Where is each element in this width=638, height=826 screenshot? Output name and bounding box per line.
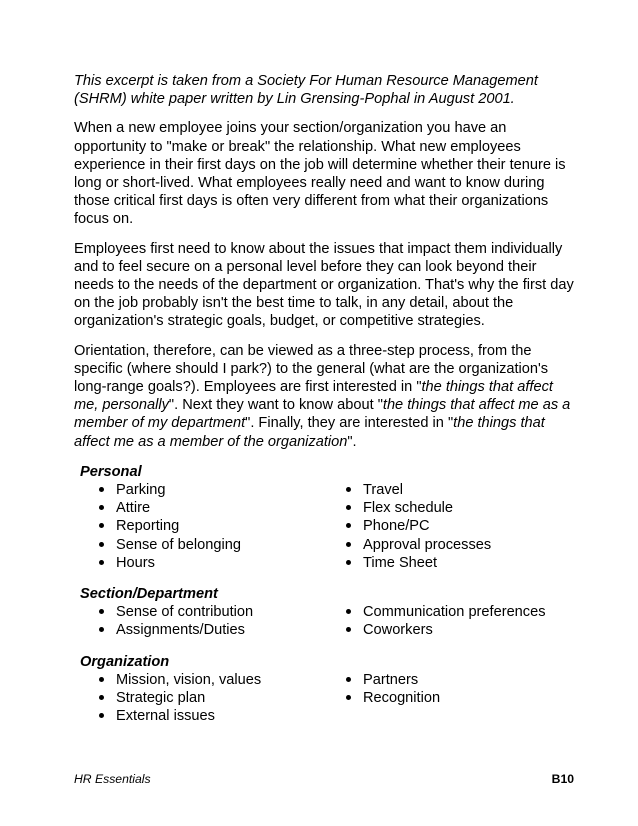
bullet-icon bbox=[99, 487, 104, 492]
list-item-label: Recognition bbox=[363, 690, 441, 707]
bullet-icon bbox=[346, 695, 351, 700]
bullet-icon bbox=[346, 523, 351, 528]
section-organization bbox=[74, 653, 574, 726]
list-item-label: Assignments/Duties bbox=[116, 622, 245, 639]
list-item-label: Partners bbox=[363, 671, 419, 688]
list-item bbox=[327, 517, 574, 535]
section-title-organization: Organization bbox=[80, 653, 170, 670]
paragraph-3-emphasis-2: the things that affect me as a member of my department bbox=[74, 397, 571, 432]
footer-title: HR Essentials bbox=[74, 772, 151, 786]
list-item bbox=[80, 689, 327, 707]
intro-paragraph bbox=[74, 72, 574, 108]
list-item-label: Attire bbox=[116, 500, 151, 517]
list-item bbox=[80, 554, 327, 572]
department-list-right bbox=[327, 603, 574, 639]
section-title-personal: Personal bbox=[80, 463, 142, 480]
list-item bbox=[327, 621, 574, 639]
paragraph-3-part-3: ". Finally, they are interested in " bbox=[245, 415, 454, 432]
intro-line-1: This excerpt is taken from a Society For Human Resource Management bbox=[74, 73, 538, 89]
paragraph-3-emphasis-3: the things that affect me as a member of the organization bbox=[74, 415, 545, 450]
paragraph-3 bbox=[74, 342, 574, 451]
bullet-icon bbox=[346, 487, 351, 492]
department-list-left bbox=[80, 603, 327, 639]
section-department bbox=[74, 585, 574, 640]
list-item-label: Phone/PC bbox=[363, 518, 430, 535]
list-item bbox=[80, 499, 327, 517]
list-item bbox=[327, 499, 574, 517]
list-item-label: Communication preferences bbox=[363, 604, 546, 621]
list-item bbox=[80, 621, 327, 639]
list-item-label: Sense of belonging bbox=[116, 536, 241, 553]
list-item bbox=[80, 671, 327, 689]
section-personal bbox=[74, 463, 574, 572]
bullet-icon bbox=[99, 713, 104, 718]
list-item-label: Travel bbox=[363, 482, 404, 499]
organization-list-left bbox=[80, 671, 327, 726]
bullet-icon bbox=[99, 523, 104, 528]
list-item bbox=[80, 707, 327, 725]
list-item-label: Reporting bbox=[116, 518, 180, 535]
list-item-label: Approval processes bbox=[363, 536, 492, 553]
section-title-department: Section/Department bbox=[80, 586, 218, 603]
bullet-icon bbox=[346, 677, 351, 682]
bullet-icon bbox=[99, 542, 104, 547]
intro-line-2: (SHRM) white paper written by Lin Grensing-Pophal in August 2001. bbox=[74, 91, 515, 108]
list-item-label: Time Sheet bbox=[363, 554, 438, 571]
bullet-icon bbox=[99, 695, 104, 700]
list-item-label: External issues bbox=[116, 708, 215, 725]
list-item bbox=[327, 603, 574, 621]
bullet-icon bbox=[346, 627, 351, 632]
list-item-label: Coworkers bbox=[363, 622, 433, 639]
list-item bbox=[80, 517, 327, 535]
organization-list-right bbox=[327, 671, 574, 726]
page-number: B10 bbox=[551, 772, 574, 786]
list-item-label: Sense of contribution bbox=[116, 604, 254, 621]
personal-columns bbox=[80, 481, 574, 572]
bullet-icon bbox=[346, 560, 351, 565]
list-item bbox=[327, 671, 574, 689]
bullet-icon bbox=[346, 542, 351, 547]
list-item bbox=[80, 603, 327, 621]
bullet-icon bbox=[99, 627, 104, 632]
bullet-icon bbox=[346, 609, 351, 614]
bullet-icon bbox=[99, 505, 104, 510]
paragraph-3-part-4: ". bbox=[347, 433, 357, 450]
bullet-icon bbox=[346, 505, 351, 510]
list-item-label: Strategic plan bbox=[116, 690, 206, 707]
bullet-icon bbox=[99, 677, 104, 682]
paragraph-2: Employees first need to know about the issues that impact them individually and to feel secure on a personal level before they can look beyond their needs to the needs of the department or organization. That's why the first day on the job probably isn't the best time to talk, in any detail, about the organization's strategic goals, budget, or competitive strategies. bbox=[74, 240, 574, 330]
list-item bbox=[327, 481, 574, 499]
paragraph-3-part-1: Orientation, therefore, can be viewed as a three-step process, from the specific (where should I park?) to the general (what are the organization's long-range goals?). Employees are first interested in " bbox=[74, 342, 549, 396]
bullet-icon bbox=[99, 560, 104, 565]
list-item bbox=[327, 536, 574, 554]
list-item-label: Parking bbox=[116, 482, 166, 499]
list-item bbox=[327, 689, 574, 707]
list-item bbox=[80, 536, 327, 554]
paragraph-3-part-2: ". Next they want to know about " bbox=[168, 397, 383, 414]
bullet-icon bbox=[99, 609, 104, 614]
page-footer bbox=[74, 772, 574, 787]
list-item-label: Mission, vision, values bbox=[116, 671, 262, 688]
personal-list-right bbox=[327, 481, 574, 572]
paragraph-3-emphasis-1: the things that affect me, personally bbox=[74, 379, 553, 414]
document-body bbox=[74, 72, 574, 726]
organization-columns bbox=[80, 671, 574, 726]
list-item bbox=[327, 554, 574, 572]
personal-list-left bbox=[80, 481, 327, 572]
paragraph-1: When a new employee joins your section/organization you have an opportunity to "make or break" the relationship. What new employees experience in their first days on the job will determine whether their tenure is long or short-lived. What employees really need and want to know during those critical first days is often very different from what their organizations focus on. bbox=[74, 120, 566, 228]
list-item-label: Flex schedule bbox=[363, 500, 454, 517]
department-columns bbox=[80, 603, 574, 639]
list-item bbox=[80, 481, 327, 499]
list-item-label: Hours bbox=[116, 554, 155, 571]
